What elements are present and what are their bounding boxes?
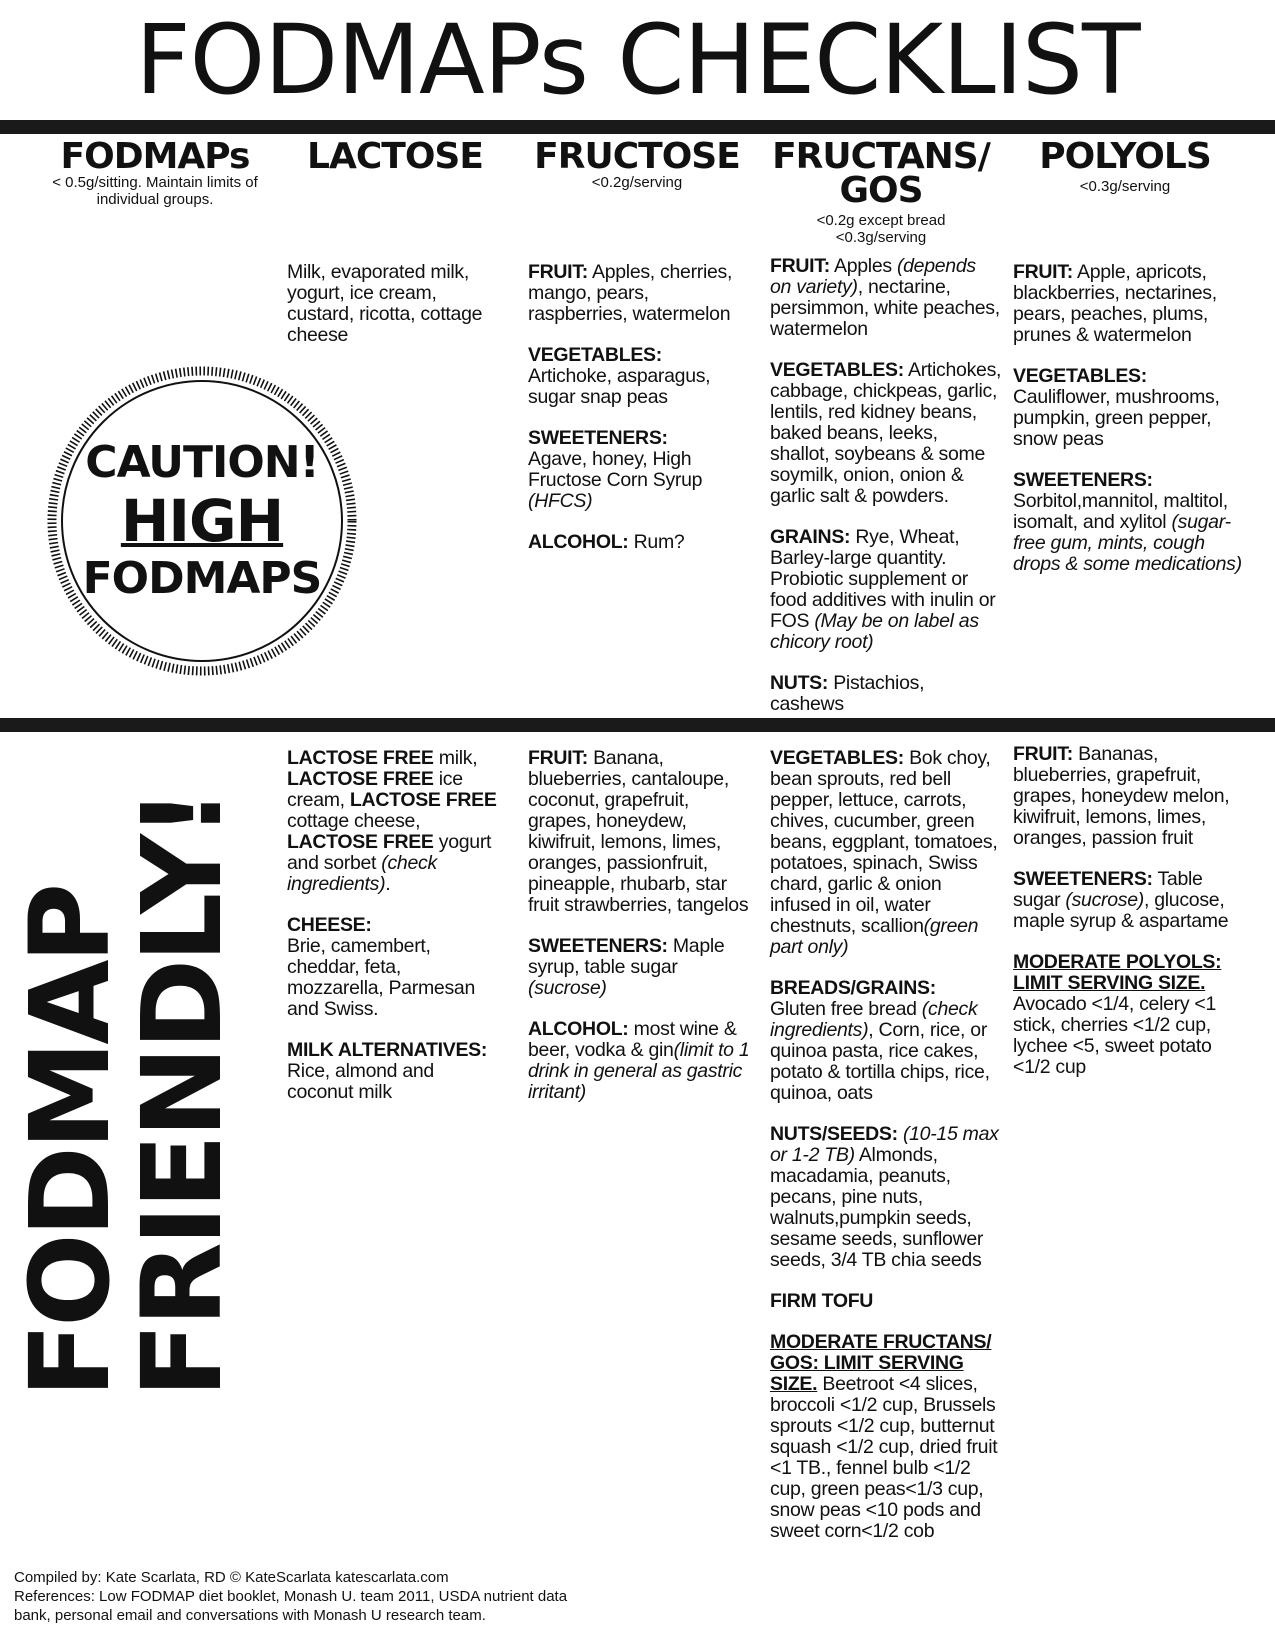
low-fructose-sweet bbox=[528, 936, 756, 999]
label: LACTOSE FREE bbox=[349, 789, 497, 811]
text: cottage cheese, bbox=[287, 810, 421, 832]
low-fructans-column bbox=[770, 748, 1002, 1562]
high-fructans-nuts bbox=[770, 673, 1002, 715]
low-fructose-fruit bbox=[528, 748, 756, 916]
text: Table sugar bbox=[1013, 868, 1203, 911]
label: CHEESE: bbox=[287, 914, 372, 936]
low-lactose-milk bbox=[287, 1040, 502, 1103]
high-fructose-column bbox=[528, 262, 753, 573]
header-polyols bbox=[1006, 136, 1244, 195]
text: Sorbitol,mannitol, maltitol, isomalt, and xylitol bbox=[1013, 490, 1228, 533]
label: FRUIT: bbox=[528, 261, 588, 283]
low-fructans-tofu bbox=[770, 1291, 1002, 1312]
footer-line-1: Compiled by: Kate Scarlata, RD © KateScarlata katescarlata.com bbox=[14, 1569, 449, 1586]
text: , nectarine, persimmon, white peaches, watermelon bbox=[770, 276, 1000, 340]
high-fructose-veg bbox=[528, 345, 753, 408]
high-lactose-column bbox=[287, 262, 502, 366]
high-fructans-column bbox=[770, 256, 1002, 735]
note: (check ingredients) bbox=[287, 852, 437, 895]
high-fructans-fruit bbox=[770, 256, 1002, 340]
text: Artichoke, asparagus, sugar snap peas bbox=[528, 365, 711, 408]
header-polyols-title: POLYOLS bbox=[1039, 136, 1211, 177]
header-polyols-sub: <0.3g/serving bbox=[1079, 178, 1171, 195]
footer-line-3: bank, personal email and conversations with Monash U research team. bbox=[14, 1607, 486, 1624]
header-fructans-sub: <0.2g except bread <0.3g/serving bbox=[816, 212, 946, 246]
text: , Corn, rice, or quinoa pasta, rice cakes, potato & tortilla chips, rice, quinoa, oats bbox=[770, 1019, 990, 1104]
label: VEGETABLES: bbox=[770, 747, 904, 769]
high-fructans-grains bbox=[770, 527, 1002, 653]
text: milk, bbox=[438, 747, 478, 769]
low-polyols-fruit bbox=[1013, 744, 1243, 849]
text: Rice, almond and coconut milk bbox=[287, 1060, 434, 1103]
text: Artichokes, cabbage, chickpeas, garlic, lentils, red kidney beans, baked beans, leeks, shallot, soybeans & some soymilk, onion, onion & garlic salt & powders. bbox=[770, 359, 1002, 507]
text: Bananas, blueberries, grapefruit, grapes, honeydew melon, kiwifruit, lemons, limes, oranges, passion fruit bbox=[1013, 743, 1230, 849]
label: LACTOSE FREE bbox=[287, 831, 434, 853]
header-lactose bbox=[280, 136, 510, 177]
low-fructose-alcohol bbox=[528, 1019, 756, 1103]
label: SWEETENERS: bbox=[1013, 868, 1153, 890]
label: NUTS: bbox=[770, 672, 829, 694]
label: LACTOSE FREE bbox=[287, 747, 434, 769]
label: FRUIT: bbox=[1013, 261, 1073, 283]
label: FRUIT: bbox=[528, 747, 588, 769]
text: Bok choy, bean sprouts, red bell pepper, lettuce, carrots, chives, cucumber, green beans, eggplant, tomatoes, potatoes, spinach, Swiss chard, garlic & onion infused in oil, water chestnuts, scallion bbox=[770, 747, 998, 937]
low-fructans-breads bbox=[770, 978, 1002, 1104]
label: FIRM TOFU bbox=[770, 1290, 874, 1312]
low-fructans-nuts bbox=[770, 1124, 1002, 1271]
text: Beetroot <4 slices, broccoli <1/2 cup, Brussels sprouts <1/2 cup, butternut squash <1/2 cup, dried fruit <1 TB., fennel bulb <1/2 cup, green peas<1/3 cup, snow peas <10 pods and sweet corn<1/2 cob bbox=[770, 1373, 998, 1542]
text: Rum? bbox=[633, 531, 685, 553]
label: MILK ALTERNATIVES: bbox=[287, 1039, 488, 1061]
label: LACTOSE FREE bbox=[287, 768, 434, 790]
high-polyols-column bbox=[1013, 262, 1243, 595]
note: (May be on label as chicory root) bbox=[770, 610, 979, 653]
label: FRUIT: bbox=[1013, 743, 1073, 765]
low-polyols-sweet bbox=[1013, 869, 1243, 932]
text: , glucose, maple syrup & aspartame bbox=[1013, 889, 1229, 932]
note: (sucrose) bbox=[1065, 889, 1144, 911]
note: (check ingredients) bbox=[770, 998, 978, 1041]
text: Maple syrup, table sugar bbox=[528, 935, 725, 978]
caution-badge bbox=[47, 366, 357, 676]
label: GRAINS: bbox=[770, 526, 851, 548]
note: (limit to 1 drink in general as gastric irritant) bbox=[528, 1039, 750, 1103]
fodmap-friendly-banner bbox=[6, 738, 260, 1398]
text: Pistachios, cashews bbox=[770, 672, 925, 715]
header-fodmaps-sub: < 0.5g/sitting. Maintain limits of individual groups. bbox=[52, 174, 258, 208]
text: Avocado <1/4, celery <1 stick, cherries <1/2 cup, lychee <5, sweet potato <1/2 cup bbox=[1013, 993, 1217, 1078]
high-fructans-veg bbox=[770, 360, 1002, 507]
low-fructans-veg bbox=[770, 748, 1002, 958]
label: SWEETENERS: bbox=[528, 427, 668, 449]
text: most wine & beer, vodka & gin bbox=[528, 1018, 737, 1061]
note: (sugar-free gum, mints, cough drops & some medications) bbox=[1013, 511, 1242, 575]
header-fructose-sub: <0.2g/serving bbox=[591, 174, 683, 191]
text: Apples bbox=[833, 255, 892, 277]
text: Banana, blueberries, cantaloupe, coconut, grapefruit, grapes, honeydew, kiwifruit, lemons, limes, oranges, passionfruit, pineapple, rhubarb, star fruit strawberries, tangelos bbox=[528, 747, 749, 916]
label: NUTS/SEEDS: bbox=[770, 1123, 898, 1145]
label: VEGETABLES: bbox=[1013, 365, 1147, 387]
text: ice cream, bbox=[287, 768, 463, 811]
footer-line-2: References: Low FODMAP diet booklet, Monash U. team 2011, USDA nutrient data bbox=[14, 1588, 568, 1605]
text: Agave, honey, High Fructose Corn Syrup bbox=[528, 448, 703, 491]
text: yogurt and sorbet bbox=[287, 831, 492, 874]
note: (10-15 max or 1-2 TB) bbox=[770, 1123, 999, 1166]
caution-line-2: HIGH bbox=[120, 487, 284, 555]
note: (green part only) bbox=[770, 915, 979, 958]
page-title: FODMAPs CHECKLIST bbox=[135, 4, 1140, 116]
text: . bbox=[385, 873, 391, 895]
header-fructans bbox=[762, 136, 1000, 246]
low-lactose-free bbox=[287, 748, 502, 895]
footer bbox=[14, 1568, 654, 1625]
high-polyols-veg bbox=[1013, 366, 1243, 450]
text: Brie, camembert, cheddar, feta, mozzarella, Parmesan and Swiss. bbox=[287, 935, 475, 1020]
text: Gluten free bread bbox=[770, 998, 917, 1020]
label: FRUIT: bbox=[770, 255, 830, 277]
header-fodmaps bbox=[40, 136, 270, 208]
high-polyols-sweet bbox=[1013, 470, 1243, 575]
label: SWEETENERS: bbox=[1013, 469, 1153, 491]
high-fructose-fruit bbox=[528, 262, 753, 325]
label: BREADS/GRAINS: bbox=[770, 977, 936, 999]
text: Almonds, macadamia, peanuts, pecans, pine nuts, walnuts,pumpkin seeds, sesame seeds, sunflower seeds, 3/4 TB chia seeds bbox=[770, 1144, 984, 1271]
low-polyols-column bbox=[1013, 744, 1243, 1098]
header-fructans-title: FRUCTANS/ GOS bbox=[772, 136, 990, 211]
high-fructose-alcohol bbox=[528, 532, 753, 553]
label: ALCOHOL: bbox=[528, 1018, 629, 1040]
header-fodmaps-title: FODMAPs bbox=[60, 136, 250, 177]
low-lactose-column bbox=[287, 748, 502, 1123]
caution-line-1: CAUTION! bbox=[85, 437, 319, 488]
low-fructose-column bbox=[528, 748, 756, 1123]
label: VEGETABLES: bbox=[528, 344, 662, 366]
text: Apple, apricots, blackberries, nectarines, pears, peaches, plums, prunes & watermelon bbox=[1013, 261, 1217, 346]
low-fructans-moderate bbox=[770, 1332, 1002, 1542]
text: Cauliflower, mushrooms, pumpkin, green pepper, snow peas bbox=[1013, 386, 1220, 450]
caution-line-3: FODMAPS bbox=[82, 553, 322, 604]
label: SWEETENERS: bbox=[528, 935, 668, 957]
label: MODERATE POLYOLS: LIMIT SERVING SIZE. bbox=[1013, 951, 1222, 994]
high-lactose-text: Milk, evaporated milk, yogurt, ice cream, custard, ricotta, cottage cheese bbox=[287, 261, 483, 346]
header-lactose-title: LACTOSE bbox=[307, 136, 483, 177]
low-polyols-moderate bbox=[1013, 952, 1243, 1078]
header-fructose-title: FRUCTOSE bbox=[534, 136, 740, 177]
friendly-line-2: FRIENDLY! bbox=[118, 791, 246, 1398]
label: VEGETABLES: bbox=[770, 359, 904, 381]
high-polyols-fruit bbox=[1013, 262, 1243, 346]
middle-divider bbox=[0, 718, 1275, 732]
top-divider bbox=[0, 120, 1275, 134]
high-fructose-sweet bbox=[528, 428, 753, 512]
friendly-line-1: FODMAP bbox=[6, 886, 134, 1398]
low-lactose-cheese bbox=[287, 915, 502, 1020]
note: (HFCS) bbox=[528, 490, 593, 512]
label: MODERATE FRUCTANS/ GOS: LIMIT SERVING SIZE. bbox=[770, 1331, 992, 1395]
header-fructose bbox=[522, 136, 752, 191]
note: (depends on variety) bbox=[770, 255, 976, 298]
label: ALCOHOL: bbox=[528, 531, 629, 553]
text: Apples, cherries, mango, pears, raspberries, watermelon bbox=[528, 261, 733, 325]
note: (sucrose) bbox=[528, 977, 607, 999]
text: Rye, Wheat, Barley-large quantity. Probiotic supplement or food additives with inulin or FOS bbox=[770, 526, 996, 632]
